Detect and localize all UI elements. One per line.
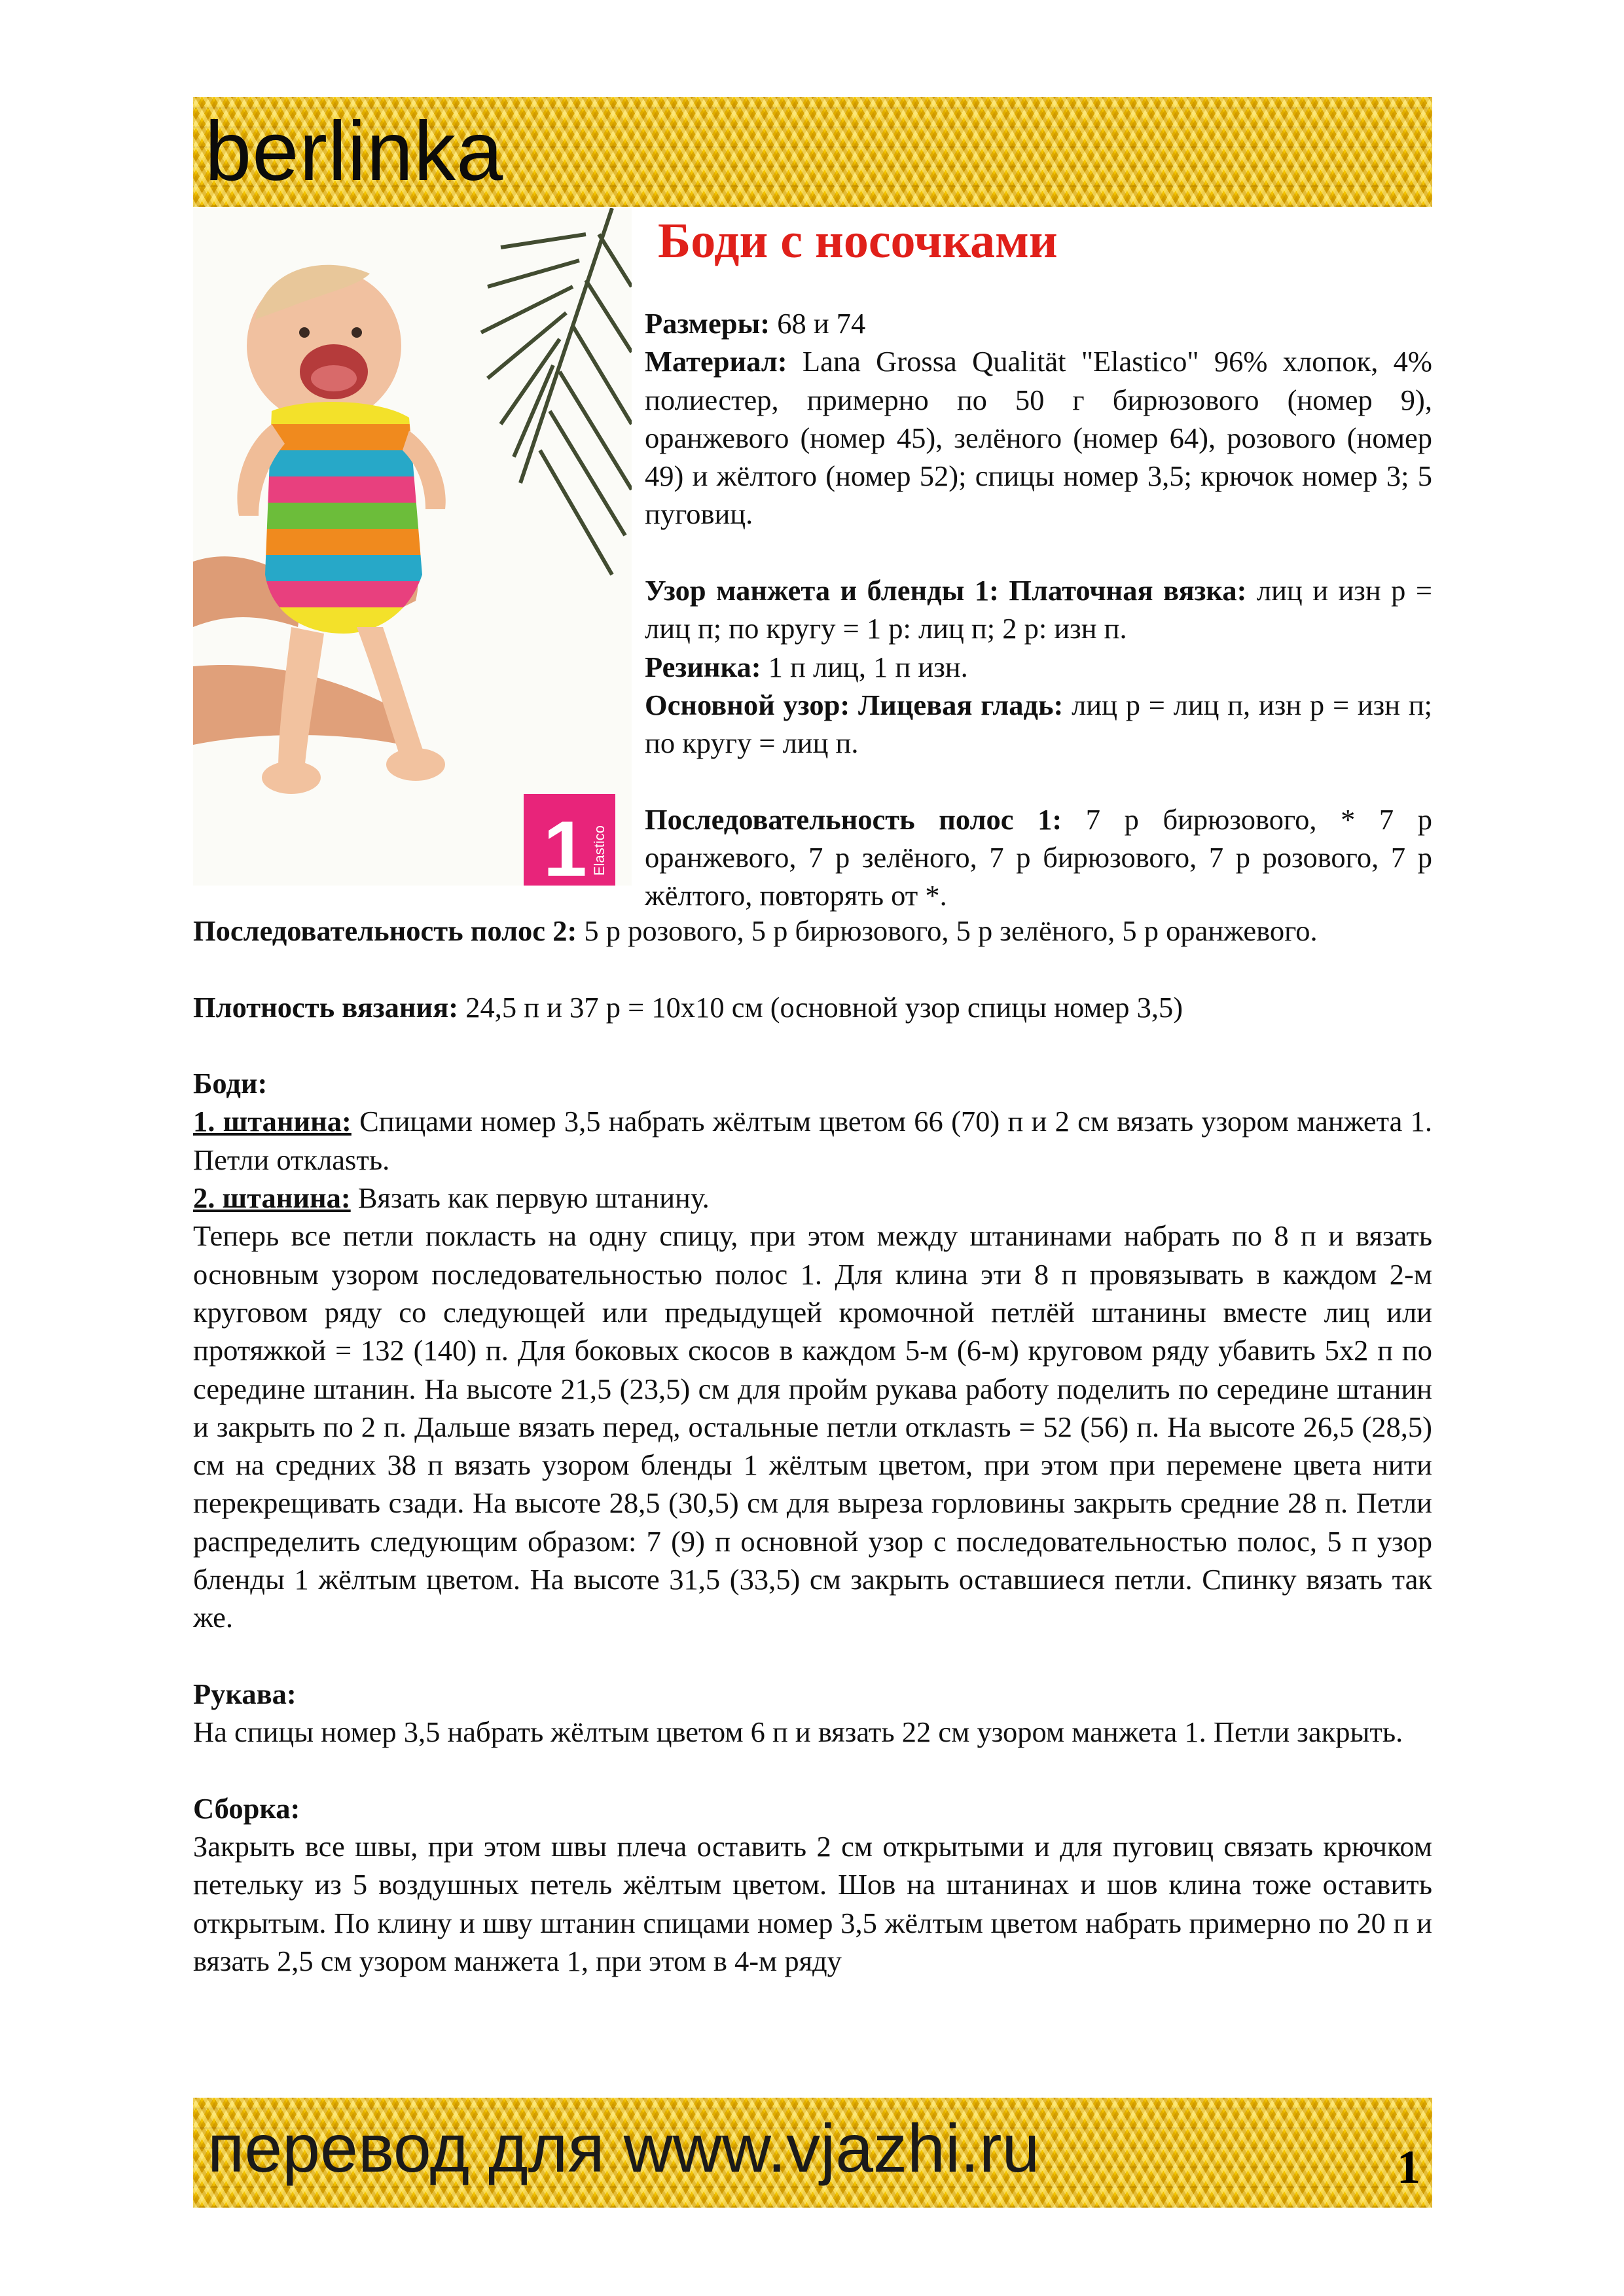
- cuff-pattern-value: лиц и изн р = лиц п; по кругу = 1 р: лиц п; 2 р: изн п.: [645, 574, 1432, 645]
- rib-pattern-label: Резинка:: [645, 650, 761, 683]
- brand-logo-text: berlinka: [205, 105, 504, 198]
- gauge-line: [193, 988, 1432, 1026]
- assembly-text: Закрыть все швы, при этом швы плеча оставить 2 см открытыми и для пуговиц связать крючком петельку из 5 воздушных петель жёлтым цветом. Шов на штанинах и шов клина тоже оставить открытым. По клину и шву штанин спицами номер 3,5 жёлтым цветом набрать примерно по 20 п и вязать 2,5 см узором манжета 1, при этом в 4-м ряду: [193, 1830, 1432, 1978]
- stripes2-value: 5 р розового, 5 р бирюзового, 5 р зелёного, 5 р оранжевого.: [577, 914, 1318, 947]
- stripes1-line: [645, 800, 1432, 915]
- leg2-label: 2. штанина:: [193, 1181, 351, 1215]
- stripes1-value: 7 р бирюзового, * 7 р оранжевого, 7 р зелёного, 7 р бирюзового, 7 р розового, 7 р жёлтого, повторять от *.: [645, 802, 1432, 912]
- material-value: Lana Grossa Qualität "Elastico" 96% хлопок, 4% полиестер, примерно по 50 г бирюзового (номер 9), оранжевого (номер 45), зелёного (номер 64), розового (номер 49) и жёлтого (номер 52); спицы номер 3,5; крючок номер 3; 5 пуговиц.: [645, 345, 1432, 531]
- leg1-value: Спицами номер 3,5 набрать жёлтым цветом 66 (70) п и 2 см вязать узором манжета 1. Петли отклasть.: [193, 1105, 1432, 1176]
- footer-banner: [193, 2098, 1432, 2208]
- cuff-pattern-label: Узор манжета и бленды 1: Платочная вязка:: [645, 574, 1247, 607]
- leg2-line: [193, 1179, 1432, 1217]
- sizes-label: Размеры:: [645, 307, 770, 340]
- instructions-body: [193, 912, 1432, 1980]
- stripes2-label: Последовательность полос 2:: [193, 914, 577, 947]
- assembly-heading: Сборка:: [193, 1791, 300, 1825]
- stripes2-line: [193, 912, 1432, 950]
- footer-credit-text: перевод для www.vjazhi.ru: [208, 2111, 1040, 2187]
- material-label: Материал:: [645, 345, 787, 378]
- body-heading: Боди:: [193, 1067, 268, 1100]
- leg1-label: 1. штанина:: [193, 1105, 352, 1138]
- header-banner: [193, 97, 1432, 207]
- leg2-value: Вязать как первую штанину.: [350, 1181, 710, 1215]
- rib-pattern-value: 1 п лиц, 1 п изн.: [761, 650, 968, 683]
- sizes-line: [645, 304, 1432, 342]
- body-paragraph: Теперь все петли покласть на одну спицу, при этом между штанинами набрать по 8 п и вязать основным узором последовательностью полос 1. Для клина эти 8 п провязывать в каждом 2-м круговом ряду со следующей или предыдущей кромочной петлёй штанины вместе лиц или протяжкой = 132 (140) п. Для боковых скосов в каждом 5-м (6-м) круговом ряду убавить 5х2 п по середине штанин. На высоте 21,5 (23,5) см для пройм рукава работу поделить по середине штанин и закрыть по 2 п. Дальше вязать перед, остальные петли отклasть = 52 (56) п. На высоте 26,5 (28,5) см на средних 38 п вязать узором бленды 1 жёлтым цветом, при этом при перемене цвета нити перекрещивать сзади. На высоте 28,5 (30,5) см для выреза горловины закрыть средние 28 п. Петли распределить следующим образом: 7 (9) п основной узор с последовательностью полос, 5 п узор бленды 1 жёлтым цветом. На высоте 31,5 (33,5) см закрыть оставшиеся петли. Спинку вязать так же.: [193, 1219, 1432, 1634]
- main-pattern-label: Основной узор: Лицевая гладь:: [645, 688, 1064, 721]
- stripes1-label: Последовательность полос 1:: [645, 802, 1062, 836]
- sleeves-heading: Рукава:: [193, 1677, 297, 1710]
- rib-pattern-line: [645, 648, 1432, 686]
- badge-label: Elastico: [591, 825, 607, 876]
- page-title: Боди с носочками: [658, 213, 1058, 268]
- main-pattern-value: лиц р = лиц п, изн р = изн п; по кругу = лиц п.: [645, 688, 1432, 760]
- magazine-badge: [524, 794, 615, 886]
- striped-bodysuit: [259, 398, 429, 634]
- sizes-value: 68 и 74: [770, 307, 866, 340]
- product-photo: [193, 208, 632, 886]
- material-line: [645, 342, 1432, 533]
- badge-number: 1: [543, 805, 587, 886]
- gauge-label: Плотность вязания:: [193, 990, 459, 1024]
- cuff-pattern-line: [645, 571, 1432, 648]
- leg1-line: [193, 1102, 1432, 1179]
- page-number: 1: [1397, 2141, 1420, 2193]
- intro-column: [645, 304, 1432, 915]
- main-pattern-line: [645, 686, 1432, 762]
- sleeves-text: На спицы номер 3,5 набрать жёлтым цветом 6 п и вязать 22 см узором манжета 1. Петли закрыть.: [193, 1715, 1403, 1749]
- gauge-value: 24,5 п и 37 р = 10х10 см (основной узор спицы номер 3,5): [458, 990, 1183, 1024]
